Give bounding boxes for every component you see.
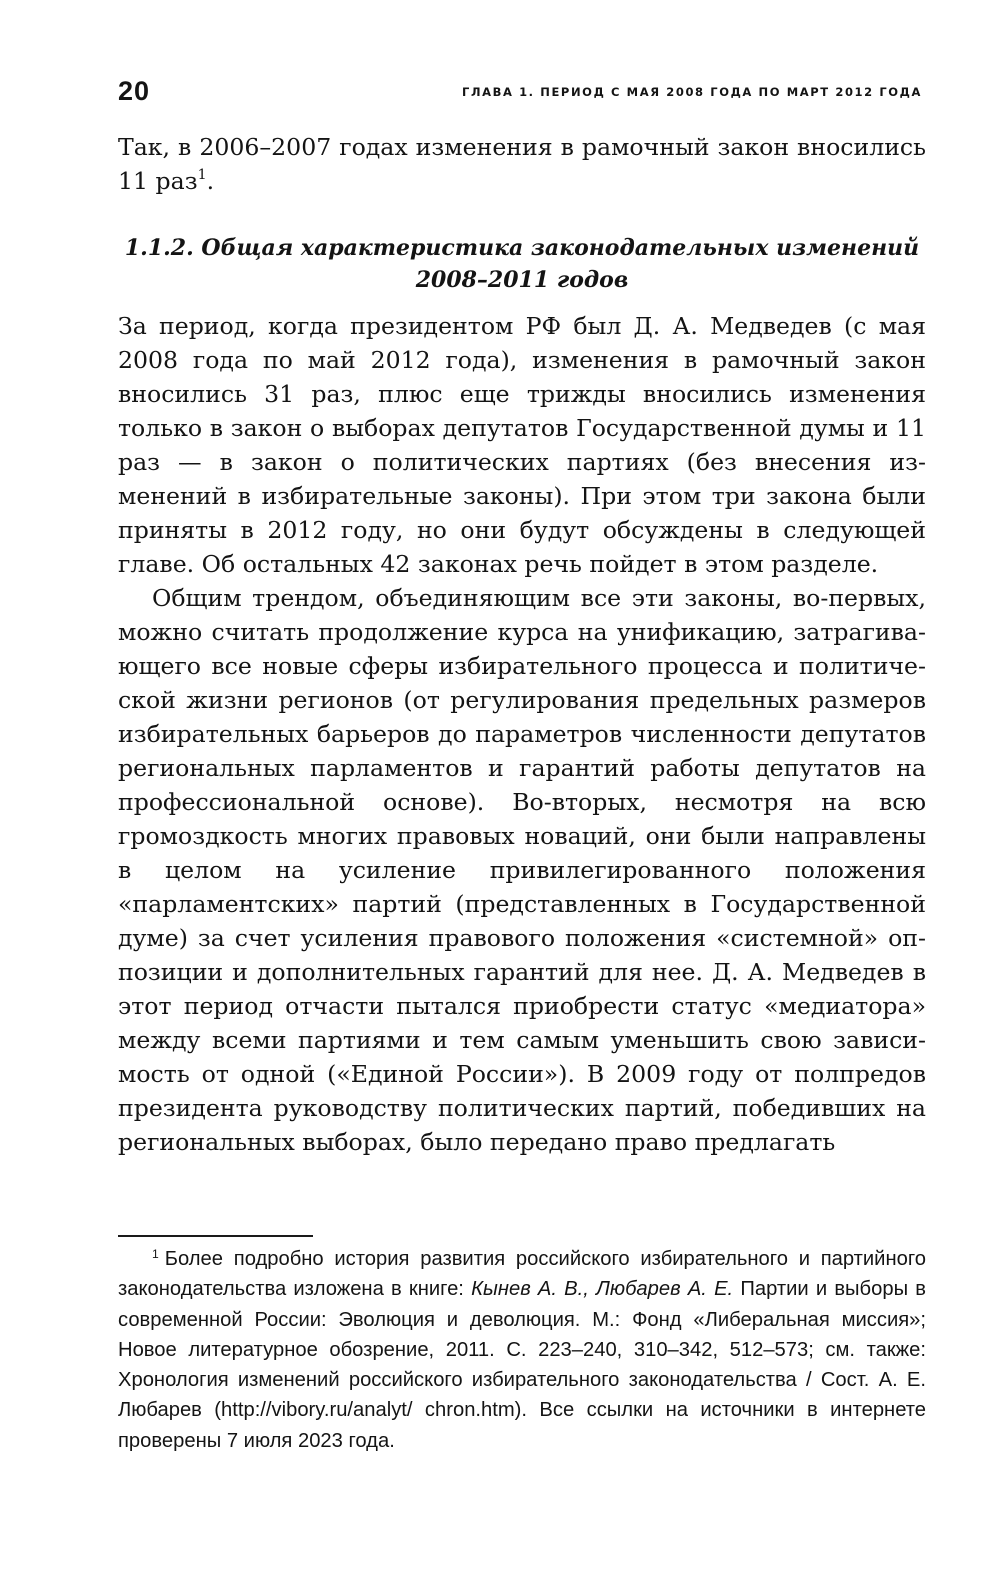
footnote-text-before: Более подробно история развития российского избирательного и партийного законодательства изложена в книге: — [118, 1248, 926, 1301]
footnote-number: 1 — [152, 1246, 159, 1261]
running-header — [118, 76, 926, 110]
footnote-reference[interactable]: 1 — [197, 167, 207, 184]
footnote-divider — [118, 1235, 313, 1237]
section-heading — [118, 232, 926, 296]
section-heading-line-2: 2008–2011 годов — [415, 267, 629, 293]
footnote — [118, 1244, 926, 1456]
body-paragraph-2: Общим трендом, объединяющим все эти законы, во-первых, можно считать продолжение курса на унификацию, затрагивающего все новые сферы избирательного процесса и политической жизни регионов (от регулирования предельных размеров избирательных барьеров до параметров численности депутатов региональных парламентов и гарантий работы депутатов на профессиональной основе). Во-вторых, несмотря на всю громоздкость многих правовых новаций, они были направлены в целом на усиление привилегированного положения «парламентских» партий (представленных в Государственной думе) за счет усиления правового положения «системной» оппозиции и дополнительных гарантий для нее. Д. А. Медведев в этот период отчасти пытался приобрести статус «медиатора» между всеми партиями и тем самым уменьшить свою зависимость от одной («Единой России»). В 2009 году от полпредов президента руководству политических партий, победивших на региональных выборах, было передано право предлагать — [118, 584, 926, 1156]
footnote-text-after: Партии и выборы в современной России: Эволюция и деволюция. М.: Фонд «Либеральная миссия»; Новое литературное обозрение, 2011. С. 223–240, 310–342, 512–573; см. также: Хронология изменений российского избирательного законодательства / Сост. А. Е. Любарев (http://vibory.ru/analyt/ chron.htm). Все ссылки на источники в интернете проверены 7 июля 2023 года. — [118, 1278, 926, 1452]
footnote-authors: Кынев А. В., Любарев А. Е. — [471, 1278, 734, 1301]
intro-paragraph — [118, 130, 926, 198]
chapter-title: ГЛАВА 1. ПЕРИОД С МАЯ 2008 ГОДА ПО МАРТ 2012 ГОДА — [462, 85, 922, 99]
section-heading-line-1: 1.1.2. Общая характеристика законодательных изменений — [124, 235, 920, 261]
intro-text: Так, в 2006–2007 годах изменения в рамочный закон вносились 11 раз — [118, 133, 926, 195]
body-paragraph-1: За период, когда президентом РФ был Д. А. Медведев (с мая 2008 года по май 2012 года), изменения в рамочный закон вносились 31 раз, плюс еще трижды вносились изменения только в закон о выборах депутатов Государственной думы и 11 раз — в закон о политических партиях (без внесения изменений в избирательные законы). При этом три закона были приняты в 2012 году, но они будут обсуждены в следующей главе. Об остальных 42 законах речь пойдет в этом разделе. — [118, 312, 926, 578]
page-number: 20 — [118, 76, 151, 106]
intro-end: . — [206, 167, 215, 195]
